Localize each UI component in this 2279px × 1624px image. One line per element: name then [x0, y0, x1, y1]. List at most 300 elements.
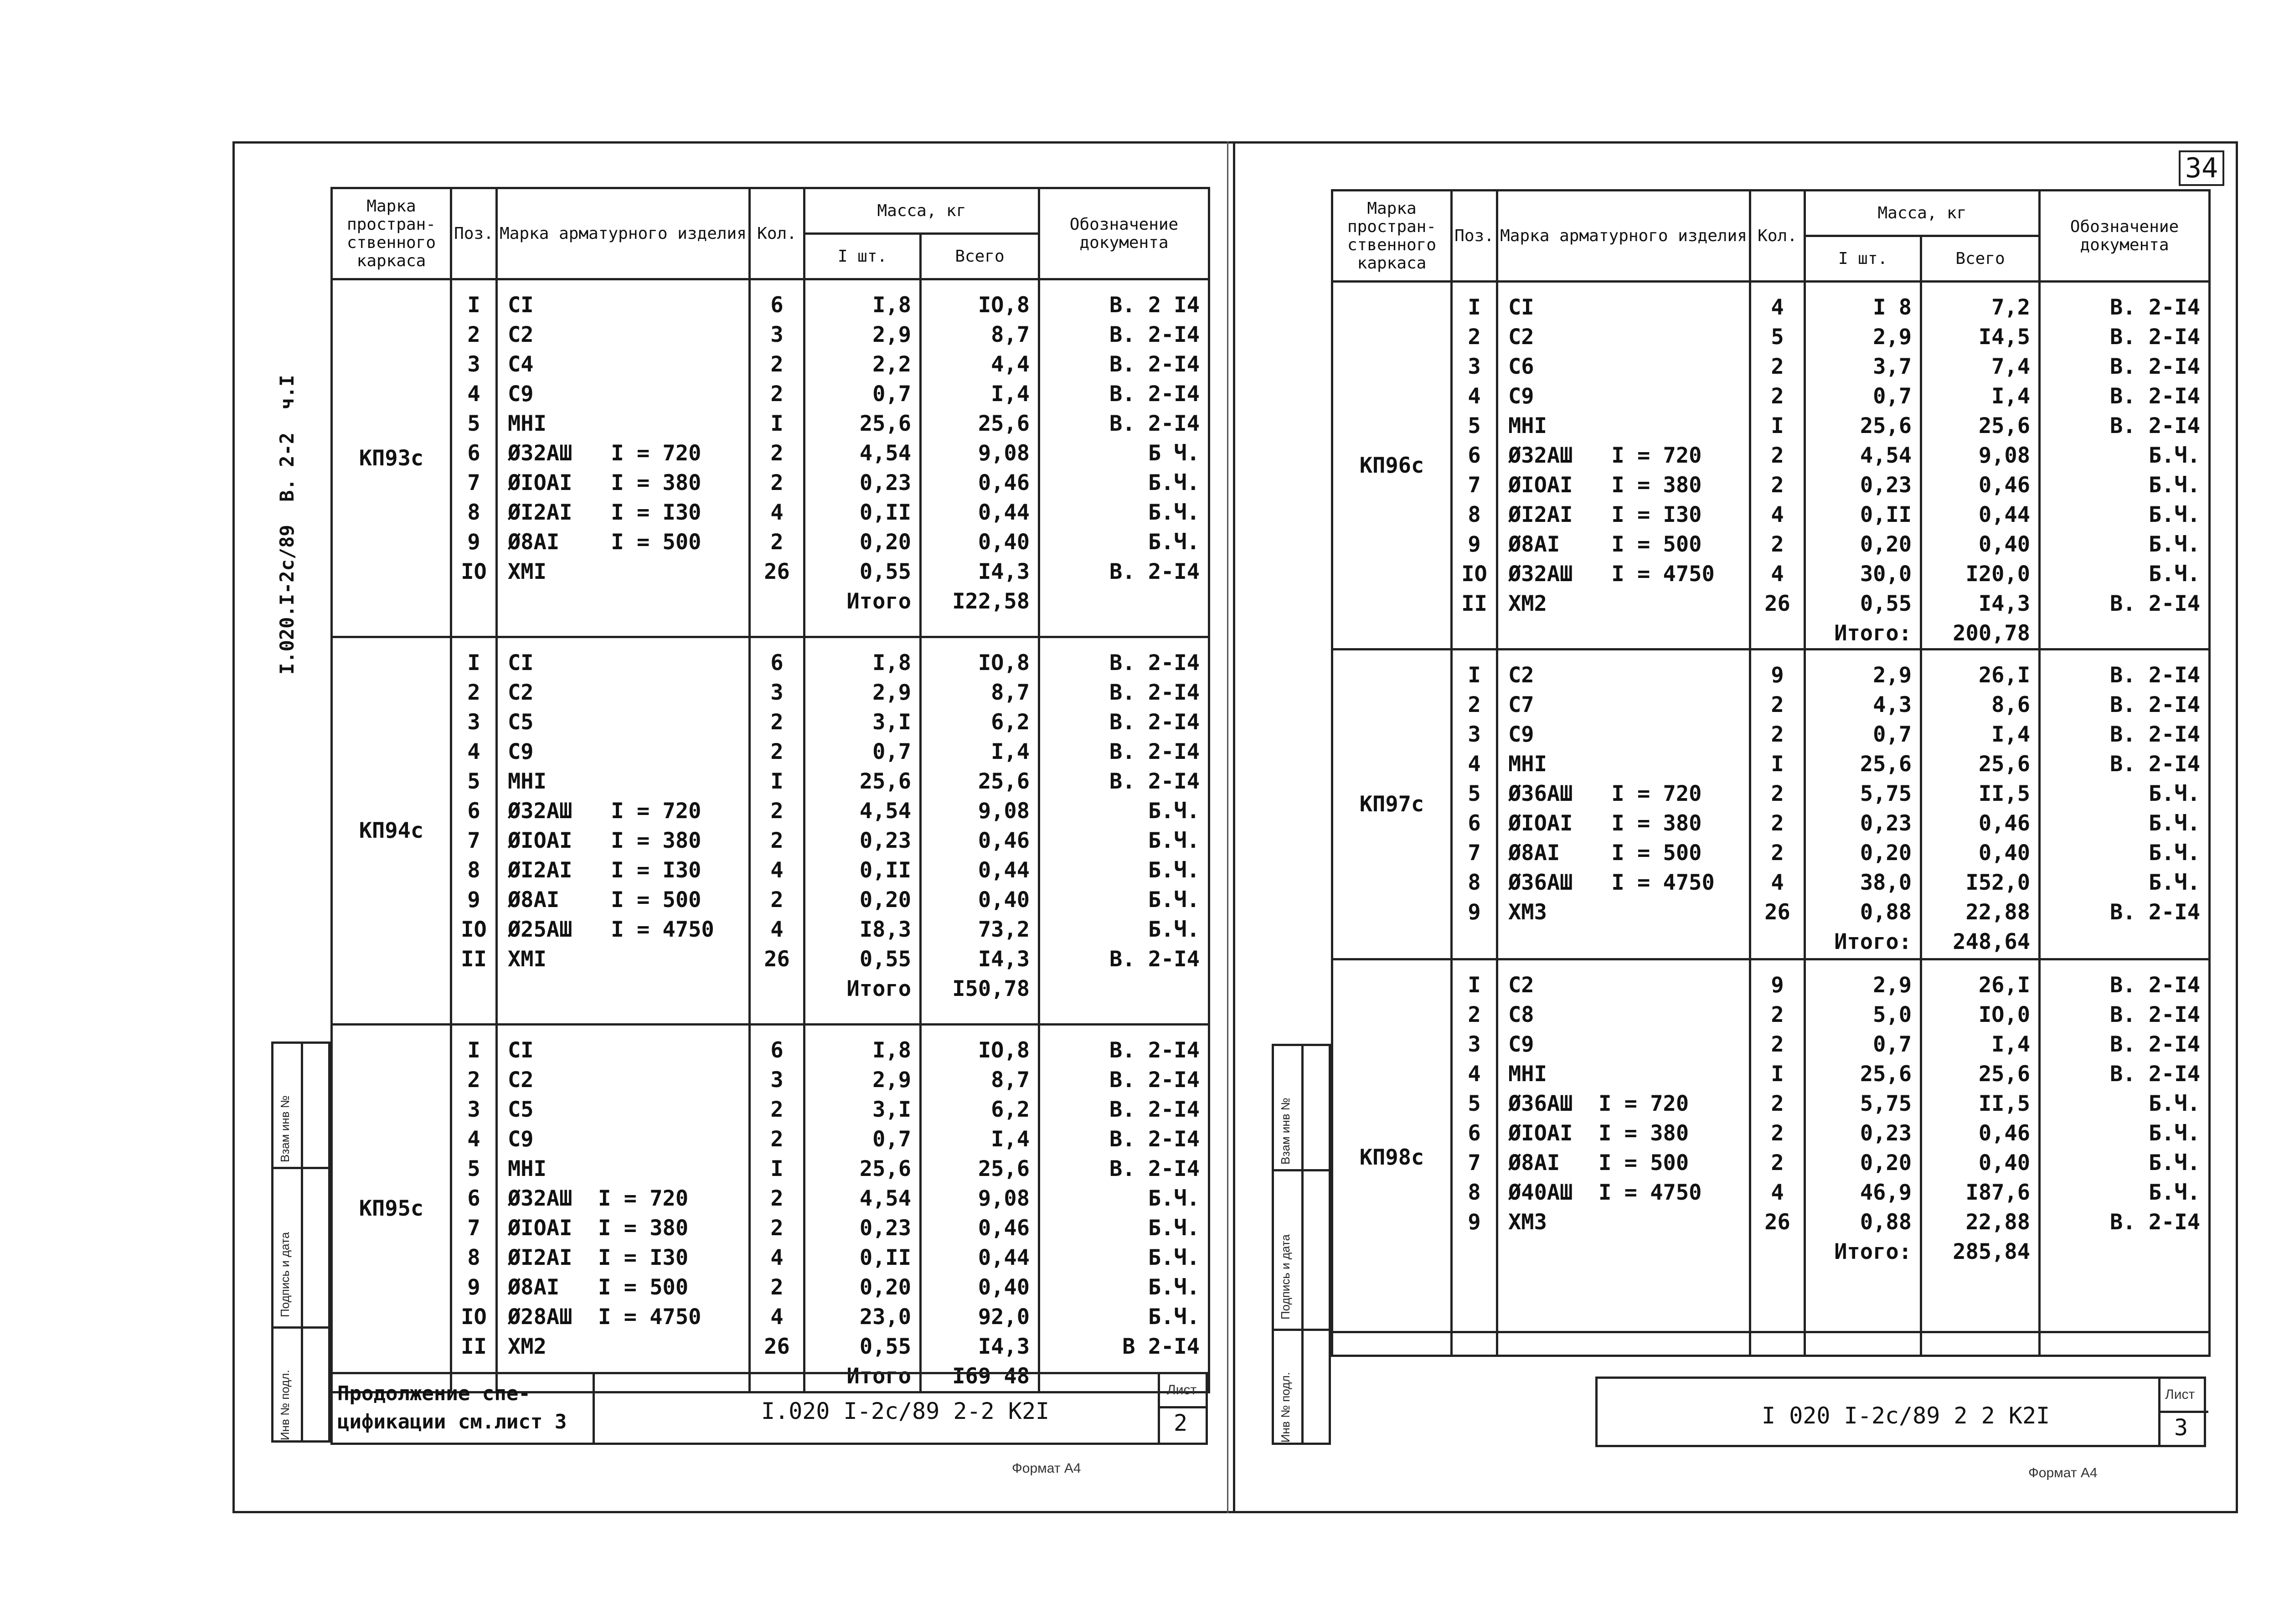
cell-line: 25,6 — [859, 1156, 911, 1181]
cell-line: 25,6 — [1860, 413, 1912, 438]
side-document-code: I.020.I-2c/89 B. 2-2 ч.I — [276, 375, 298, 675]
header-qty: Кол. — [750, 188, 804, 279]
cell-line: B. 2-I4 — [1109, 947, 1200, 972]
cell-line: I4,3 — [978, 1334, 1030, 1359]
cell-items — [497, 637, 750, 1025]
cell-line: 7 — [467, 828, 480, 853]
cell-line: B. 2-I4 — [2109, 413, 2201, 438]
cell-qty — [1750, 650, 1805, 959]
cell-line: 2 — [770, 739, 784, 764]
cell-line: B. 2-I4 — [2109, 1062, 2201, 1087]
cell-line: B. 2-I4 — [2109, 1032, 2201, 1057]
cell-line: 0,23 — [859, 1216, 911, 1241]
cell-line: C9 — [1508, 1032, 1534, 1057]
cell-pos — [1452, 650, 1497, 959]
cell-line: 5 — [1468, 781, 1481, 806]
cell-line: 3 — [770, 1067, 784, 1093]
header-total: Всего — [921, 234, 1039, 279]
cell-line: 0,7 — [1873, 722, 1912, 747]
cell-line: Б.Ч. — [2148, 443, 2201, 468]
cell-line: 0,20 — [859, 887, 911, 913]
cell-pos — [1452, 282, 1497, 650]
cell-line: I87,6 — [1965, 1180, 2031, 1205]
cell-line: 0,88 — [1860, 1210, 1912, 1235]
cell-line: 25,6 — [978, 411, 1030, 436]
cell-line: 8,7 — [991, 322, 1030, 347]
cell-line: 3 — [1468, 1032, 1481, 1057]
cell-line: 7 — [1468, 1150, 1481, 1175]
cell-line: CI — [508, 650, 534, 675]
cell-line: 2,9 — [872, 680, 911, 705]
cell-items — [497, 1025, 750, 1392]
cell-pos — [451, 1025, 497, 1392]
cell-line: 6 — [467, 1186, 480, 1211]
cell-line: 2 — [770, 828, 784, 853]
cell-line: 4 — [467, 1127, 480, 1152]
cell-line: B. 2 I4 — [1109, 293, 1200, 318]
frame-mark: КП95с — [332, 1025, 451, 1392]
cell-line: Итого — [846, 976, 911, 1001]
cell-line: CI — [1508, 295, 1534, 320]
cell-line: 0,46 — [1978, 1121, 2031, 1146]
cell-line: 9,08 — [978, 1186, 1030, 1211]
cell-line: 2 — [1771, 532, 1784, 557]
cell-line: 25,6 — [859, 769, 911, 794]
sheet-label: Лист — [1167, 1382, 1197, 1397]
sheet-number: 2 — [1174, 1410, 1188, 1436]
cell-line: B. 2-I4 — [2109, 325, 2201, 350]
cell-one — [804, 279, 921, 637]
cell-line: Б.Ч. — [1148, 799, 1200, 824]
cell-line: 0,88 — [1860, 900, 1912, 925]
cell-line: 2 — [1771, 1121, 1784, 1146]
cell-line: Итого: — [1834, 929, 1912, 954]
cell-line: ØIOАI I = 380 — [508, 828, 701, 853]
cell-line: B. 2-I4 — [2109, 1002, 2201, 1027]
cell-line: ØI2АI I = I30 — [508, 500, 701, 525]
cell-line: ХМ2 — [1508, 591, 1547, 616]
frame-mark: КП93с — [332, 279, 451, 637]
frame-mark: КП98с — [1332, 959, 1452, 1356]
cell-line: 4 — [1468, 384, 1481, 409]
cell-line: Б Ч. — [1148, 441, 1200, 466]
cell-line: 5,75 — [1860, 1091, 1912, 1116]
cell-line: 2,9 — [1873, 663, 1912, 688]
cell-line: 9,08 — [1978, 443, 2031, 468]
cell-one — [1805, 650, 1921, 959]
specification-table-right — [1331, 189, 2211, 1357]
header-mass: Масса, кг — [804, 188, 1039, 234]
cell-line: I,4 — [991, 739, 1030, 764]
cell-line: ØIOАI I = 380 — [508, 470, 701, 495]
cell-line: Итого — [846, 1364, 911, 1389]
cell-line: IO — [461, 1304, 487, 1330]
cell-line: ХМ3 — [1508, 1210, 1547, 1235]
header-total: Всего — [1921, 236, 2040, 282]
cell-line: 0,20 — [1860, 532, 1912, 557]
cell-line: 26,I — [1978, 973, 2031, 998]
cell-line: I — [770, 411, 784, 436]
cell-line: 0,40 — [978, 1275, 1030, 1300]
cell-line: ØIOАI I = 380 — [1508, 473, 1702, 498]
cell-line: Б.Ч. — [1148, 500, 1200, 525]
cell-line: 6 — [1468, 1121, 1481, 1146]
cell-line: 0,23 — [859, 828, 911, 853]
cell-line: МНI — [508, 769, 547, 794]
cell-line: 0,55 — [1860, 591, 1912, 616]
cell-line: Б.Ч. — [2148, 870, 2201, 895]
cell-line: 4,54 — [1860, 443, 1912, 468]
cell-line: C2 — [508, 680, 534, 705]
document-code: I.020 I-2c/89 2-2 К2I — [761, 1398, 1050, 1424]
cell-line: B. 2-I4 — [1109, 1156, 1200, 1181]
cell-line: Б.Ч. — [2148, 502, 2201, 527]
cell-line: 0,40 — [978, 887, 1030, 913]
cell-line: I — [1468, 663, 1481, 688]
cell-line: 5 — [467, 769, 480, 794]
cell-line: 26 — [764, 559, 790, 584]
cell-line: 3 — [467, 352, 480, 377]
cell-line: 8,7 — [991, 1067, 1030, 1093]
cell-line: Б.Ч. — [2148, 562, 2201, 587]
cell-line: 7 — [1468, 840, 1481, 866]
cell-line: 2 — [1771, 443, 1784, 468]
cell-line: 2 — [1771, 384, 1784, 409]
cell-line: 2 — [770, 470, 784, 495]
cell-line: Б.Ч. — [1148, 470, 1200, 495]
cell-line: 25,6 — [1978, 413, 2031, 438]
cell-line: 3,I — [872, 1097, 911, 1122]
cell-total — [921, 637, 1039, 1025]
document-code: I 020 I-2c/89 2 2 К2I — [1762, 1402, 2050, 1429]
cell-line: 2 — [770, 1127, 784, 1152]
frame-mark: КП97с — [1332, 650, 1452, 959]
cell-line: IO — [1461, 562, 1487, 587]
cell-line: C8 — [1508, 1002, 1534, 1027]
cell-line: B. 2-I4 — [1109, 1127, 1200, 1152]
cell-line: CI — [508, 293, 534, 318]
cell-line: C2 — [508, 1067, 534, 1093]
cell-line: 4,4 — [991, 352, 1030, 377]
cell-line: I,4 — [991, 1127, 1030, 1152]
cell-line: 0,20 — [1860, 840, 1912, 866]
cell-line: 2 — [467, 1067, 480, 1093]
cell-line: 8 — [1468, 502, 1481, 527]
stamp-label-inv: Инв № подл. — [1279, 1372, 1292, 1443]
cell-line: I,8 — [872, 293, 911, 318]
cell-line: Ø28АШ I = 4750 — [508, 1304, 701, 1330]
cell-line: C9 — [508, 739, 534, 764]
cell-doc — [1039, 279, 1209, 637]
cell-line: C7 — [1508, 692, 1534, 717]
cell-line: Б.Ч. — [2148, 1180, 2201, 1205]
cell-line: C2 — [508, 322, 534, 347]
stamp-label-sign: Подпись и дата — [278, 1232, 292, 1317]
cell-line: 4 — [1771, 502, 1784, 527]
cell-line: 6 — [770, 293, 784, 318]
cell-line: 2 — [770, 799, 784, 824]
cell-line: Б.Ч. — [2148, 811, 2201, 836]
cell-line: МНI — [1508, 1062, 1547, 1087]
cell-line: B. 2-I4 — [2109, 973, 2201, 998]
cell-doc — [2040, 959, 2210, 1356]
cell-line: 5 — [467, 411, 480, 436]
header-item: Марка арматурного изделия — [497, 188, 750, 279]
cell-line: I4,5 — [1978, 325, 2031, 350]
cell-line: I,4 — [991, 382, 1030, 407]
cell-line: 2 — [770, 1275, 784, 1300]
cell-line: 9 — [1468, 1210, 1481, 1235]
cell-line: Б.Ч. — [1148, 828, 1200, 853]
cell-line: B. 2-I4 — [1109, 650, 1200, 675]
cell-line: I — [467, 1038, 480, 1063]
cell-line: Б.Ч. — [1148, 1304, 1200, 1330]
cell-line: Б.Ч. — [2148, 840, 2201, 866]
cell-line: 5 — [1468, 413, 1481, 438]
cell-line: 2 — [1771, 354, 1784, 379]
cell-line: 2 — [1468, 692, 1481, 717]
cell-line: II — [1461, 591, 1487, 616]
cell-line: I — [1771, 1062, 1784, 1087]
cell-line: 9,08 — [978, 441, 1030, 466]
cell-pos — [451, 279, 497, 637]
cell-line: B. 2-I4 — [1109, 411, 1200, 436]
cell-line: 2 — [1771, 1002, 1784, 1027]
cell-line: I,4 — [1991, 384, 2031, 409]
cell-line: 3 — [1468, 722, 1481, 747]
header-doc: Обозначение документа — [2040, 191, 2210, 282]
cell-line: 8,7 — [991, 680, 1030, 705]
cell-line: МНI — [1508, 752, 1547, 777]
cell-line: Итого: — [1834, 1239, 1912, 1264]
cell-line: 2 — [1771, 840, 1784, 866]
cell-line: 7,2 — [1991, 295, 2031, 320]
cell-line: МНI — [508, 1156, 547, 1181]
cell-line: 5 — [467, 1156, 480, 1181]
cell-line: C2 — [1508, 973, 1534, 998]
cell-line: Ø8АI I = 500 — [1508, 532, 1702, 557]
cell-line: 4 — [467, 739, 480, 764]
cell-line: 0,20 — [1860, 1150, 1912, 1175]
cell-line: I — [770, 769, 784, 794]
continuation-note: Продолжение спе-цификации см.лист 3 — [337, 1382, 567, 1433]
cell-line: 0,40 — [1978, 532, 2031, 557]
cell-line: Б.Ч. — [1148, 530, 1200, 555]
cell-line: CI — [508, 1038, 534, 1063]
cell-line: 0,46 — [978, 828, 1030, 853]
cell-line: 8 — [1468, 1180, 1481, 1205]
cell-line: 2 — [770, 887, 784, 913]
cell-line: 8,6 — [1991, 692, 2031, 717]
cell-line: C5 — [508, 1097, 534, 1122]
cell-line: 7,4 — [1991, 354, 2031, 379]
cell-pos — [1452, 959, 1497, 1356]
cell-line: 9 — [1468, 900, 1481, 925]
cell-line: Б.Ч. — [1148, 917, 1200, 942]
cell-line: B. 2-I4 — [2109, 1210, 2201, 1235]
cell-line: 0,7 — [872, 739, 911, 764]
cell-line: 2 — [1771, 1032, 1784, 1057]
cell-line: Итого — [846, 589, 911, 614]
cell-line: B. 2-I4 — [2109, 663, 2201, 688]
cell-line: 4 — [1468, 752, 1481, 777]
header-item: Марка арматурного изделия — [1497, 191, 1750, 282]
cell-line: I22,58 — [952, 589, 1030, 614]
header-one: I шт. — [1805, 236, 1921, 282]
side-stamp — [1272, 1044, 1331, 1445]
cell-line: I — [1468, 973, 1481, 998]
cell-line: 3,7 — [1873, 354, 1912, 379]
stamp-label-replace: Взам инв № — [278, 1095, 292, 1162]
cell-line: I — [467, 293, 480, 318]
cell-line: 25,6 — [1978, 752, 2031, 777]
cell-line: ØIOАI I = 380 — [1508, 811, 1702, 836]
cell-one — [804, 1025, 921, 1392]
cell-line: C2 — [1508, 663, 1534, 688]
cell-line: 0,23 — [859, 470, 911, 495]
table-row — [332, 279, 1209, 637]
cell-line: 26,I — [1978, 663, 2031, 688]
cell-line: 25,6 — [1978, 1062, 2031, 1087]
cell-line: 2 — [770, 441, 784, 466]
cell-line: Б.Ч. — [1148, 1245, 1200, 1270]
stamp-label-sign: Подпись и дата — [1279, 1234, 1292, 1320]
cell-line: 26 — [764, 947, 790, 972]
cell-line: ØI2АI I = I30 — [508, 1245, 689, 1270]
cell-line: Ø32АШ I = 720 — [508, 1186, 689, 1211]
cell-line: 0,II — [859, 500, 911, 525]
frame-mark: КП96с — [1332, 282, 1452, 650]
cell-line: I4,3 — [1978, 591, 2031, 616]
cell-line: Ø36АШ I = 720 — [1508, 781, 1702, 806]
cell-line: 0,23 — [1860, 811, 1912, 836]
cell-line: 2,9 — [872, 322, 911, 347]
cell-line: II — [461, 947, 487, 972]
cell-line: Ø8АI I = 500 — [508, 887, 701, 913]
cell-line: Итого: — [1834, 621, 1912, 646]
cell-line: 3 — [467, 1097, 480, 1122]
header-mark: Марка простран-ственного каркаса — [1332, 191, 1452, 282]
cell-line: 2 — [1468, 325, 1481, 350]
cell-line: 25,6 — [978, 769, 1030, 794]
sheet-number: 3 — [2174, 1414, 2188, 1441]
cell-line: Ø32АШ I = 720 — [1508, 443, 1702, 468]
cell-line: 3 — [770, 680, 784, 705]
cell-doc — [1039, 1025, 1209, 1392]
header-doc: Обозначение документа — [1039, 188, 1209, 279]
cell-line: B 2-I4 — [1122, 1334, 1200, 1359]
cell-line: 2 — [770, 710, 784, 735]
cell-line: 25,6 — [978, 1156, 1030, 1181]
cell-line: 9 — [1468, 532, 1481, 557]
cell-line: I69 48 — [952, 1364, 1030, 1389]
cell-line: II — [461, 1334, 487, 1359]
cell-line: 0,55 — [859, 1334, 911, 1359]
cell-line: 6 — [467, 799, 480, 824]
format-label: Формат А4 — [1012, 1461, 1081, 1476]
cell-line: I20,0 — [1965, 562, 2031, 587]
cell-line: Ø8АI I = 500 — [1508, 840, 1702, 866]
cell-line: 0,7 — [1873, 384, 1912, 409]
cell-line: 25,6 — [859, 411, 911, 436]
cell-line: 7 — [1468, 473, 1481, 498]
cell-line: 0,55 — [859, 947, 911, 972]
cell-line: 0,7 — [872, 382, 911, 407]
cell-line: 4 — [1771, 1180, 1784, 1205]
cell-line: Ø32АШ I = 720 — [508, 799, 701, 824]
cell-line: I,4 — [1991, 722, 2031, 747]
cell-line: 0,40 — [1978, 1150, 2031, 1175]
cell-line: B. 2-I4 — [1109, 680, 1200, 705]
cell-line: 2 — [1468, 1002, 1481, 1027]
table-row — [1332, 282, 2210, 650]
table-body — [332, 279, 1209, 1392]
cell-line: Ø25АШ I = 4750 — [508, 917, 714, 942]
cell-line: Ø40АШ I = 4750 — [1508, 1180, 1702, 1205]
cell-line: C6 — [1508, 354, 1534, 379]
cell-one — [1805, 282, 1921, 650]
cell-line: I,8 — [872, 1038, 911, 1063]
cell-line: ØIOАI I = 380 — [1508, 1121, 1689, 1146]
cell-line: 26 — [1764, 1210, 1790, 1235]
cell-line: Ø8АI I = 500 — [508, 1275, 689, 1300]
cell-doc — [1039, 637, 1209, 1025]
cell-line: B. 2-I4 — [1109, 559, 1200, 584]
cell-line: 4 — [1771, 295, 1784, 320]
cell-line: 2,2 — [872, 352, 911, 377]
cell-line: 73,2 — [978, 917, 1030, 942]
footer-stamp-left — [330, 1372, 1208, 1445]
cell-line: 23,0 — [859, 1304, 911, 1330]
cell-line: 3 — [467, 710, 480, 735]
cell-line: C9 — [508, 1127, 534, 1152]
cell-line: B. 2-I4 — [1109, 352, 1200, 377]
cell-line: B. 2-I4 — [2109, 354, 2201, 379]
cell-line: IO — [461, 917, 487, 942]
cell-line: 2 — [1771, 811, 1784, 836]
cell-line: 4 — [770, 1245, 784, 1270]
cell-line: 5,75 — [1860, 781, 1912, 806]
cell-line: B. 2-I4 — [2109, 752, 2201, 777]
cell-line: I — [467, 650, 480, 675]
cell-line: 0,7 — [1873, 1032, 1912, 1057]
cell-line: IO — [461, 559, 487, 584]
cell-line: B. 2-I4 — [1109, 322, 1200, 347]
cell-total — [1921, 650, 2040, 959]
cell-line: 38,0 — [1860, 870, 1912, 895]
cell-line: 4 — [770, 500, 784, 525]
cell-line: 4,3 — [1873, 692, 1912, 717]
cell-qty — [750, 1025, 804, 1392]
cell-line: B. 2-I4 — [1109, 739, 1200, 764]
cell-line: Ø36АШ I = 720 — [1508, 1091, 1689, 1116]
cell-line: 0,7 — [872, 1127, 911, 1152]
cell-total — [1921, 282, 2040, 650]
sheet-divider-shadow — [1227, 141, 1228, 1513]
cell-line: I52,0 — [1965, 870, 2031, 895]
cell-line: ХМ3 — [1508, 900, 1547, 925]
header-qty: Кол. — [1750, 191, 1805, 282]
cell-line: 5 — [1468, 1091, 1481, 1116]
cell-qty — [750, 279, 804, 637]
cell-line: ØI2АI I = I30 — [1508, 502, 1702, 527]
cell-doc — [2040, 282, 2210, 650]
cell-total — [921, 279, 1039, 637]
cell-items — [1497, 650, 1750, 959]
cell-line: 0,23 — [1860, 473, 1912, 498]
cell-qty — [750, 637, 804, 1025]
cell-line: МНI — [1508, 413, 1547, 438]
